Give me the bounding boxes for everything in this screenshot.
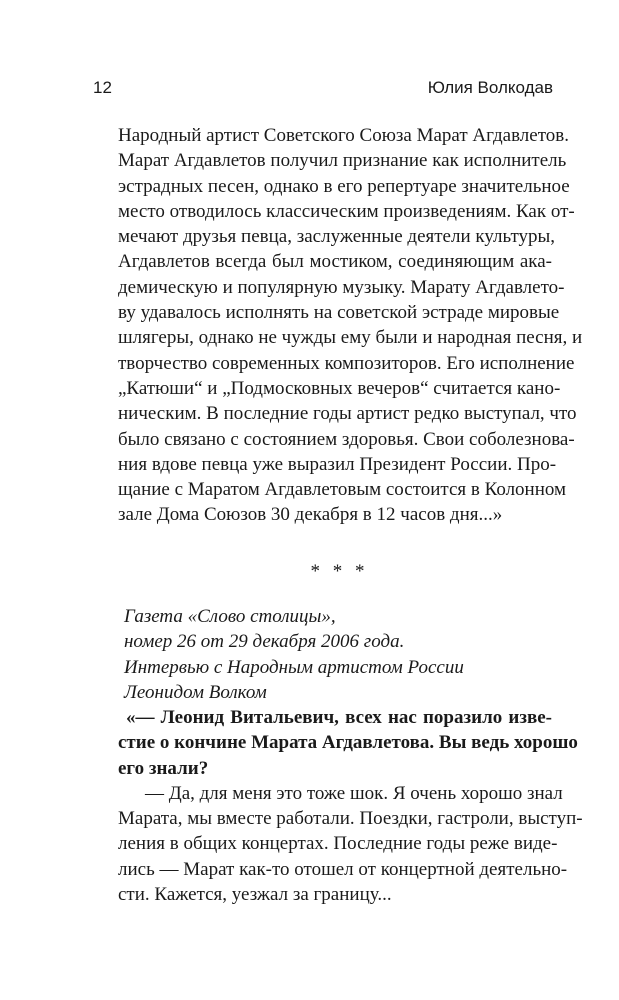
source-citation [124, 604, 554, 705]
answer-line: Марата, мы вместе работали. Поездки, гастроли, выступ- [118, 808, 583, 830]
citation-line: Интервью с Народным артистом России [124, 656, 464, 678]
citation-line: Леонидом Волком [124, 681, 267, 703]
section-separator: * * * [310, 561, 369, 582]
citation-line: номер 26 от 29 декабря 2006 года. [124, 631, 405, 653]
running-head [93, 76, 553, 100]
text-line: эстрадных песен, однако в его репертуаре значительное [118, 175, 570, 197]
page-number: 12 [93, 78, 112, 97]
text-line: шлягеры, однако не чужды ему были и народная песня, и [118, 327, 583, 349]
question-line: его знали? [118, 757, 209, 779]
text-line: ву удавалось исполнять на советской эстраде мировые [118, 302, 560, 324]
text-line: Марат Агдавлетов получил признание как исполнитель [118, 150, 567, 172]
text-line: ния вдове певца уже выразил Президент России. Про- [118, 453, 557, 475]
text-line: „Катюши“ и „Подмосковных вечеров“ считается кано- [118, 377, 561, 399]
body-paragraph [118, 123, 583, 528]
text-line: мечают друзья певца, заслуженные деятели культуры, [118, 226, 556, 248]
citation-line: Газета «Слово столицы», [124, 606, 336, 627]
answer-line: — Да, для меня это тоже шок. Я очень хорошо знал [145, 782, 563, 804]
text-line: было связано с состоянием здоровья. Свои соболезнова- [118, 428, 575, 450]
text-line: зале Дома Союзов 30 декабря в 12 часов дня...» [118, 504, 503, 526]
question-line: «— Леонид Витальевич, всех нас поразило изве- [126, 707, 552, 728]
author-name: Юлия Волкодав [427, 78, 553, 97]
text-line: демическую и популярную музыку. Марату Агдавлето- [118, 276, 565, 298]
text-line: щание с Маратом Агдавлетовым состоится в Колонном [118, 479, 567, 501]
answer-line: сти. Кажется, уезжал за границу... [118, 884, 392, 906]
interview-answer [118, 781, 583, 907]
answer-line: лись — Марат как-то отошел от концертной деятельно- [118, 858, 568, 880]
question-line: стие о кончине Марата Агдавлетова. Вы ведь хорошо [118, 732, 578, 754]
text-line: место отводилось классическим произведениям. Как от- [118, 200, 575, 222]
text-line: Агдавлетов всегда был мостиком, соединяющим ака- [118, 251, 552, 273]
answer-line: ления в общих концертах. Последние годы реже виде- [118, 833, 558, 855]
text-line: творчество современных композиторов. Его исполнение [118, 352, 575, 374]
text-line: ническим. В последние годы артист редко выступал, что [118, 403, 577, 425]
interview-question [118, 705, 578, 781]
interview-text [118, 705, 583, 907]
text-line: Народный артист Советского Союза Марат Агдавлетов. [118, 125, 569, 146]
